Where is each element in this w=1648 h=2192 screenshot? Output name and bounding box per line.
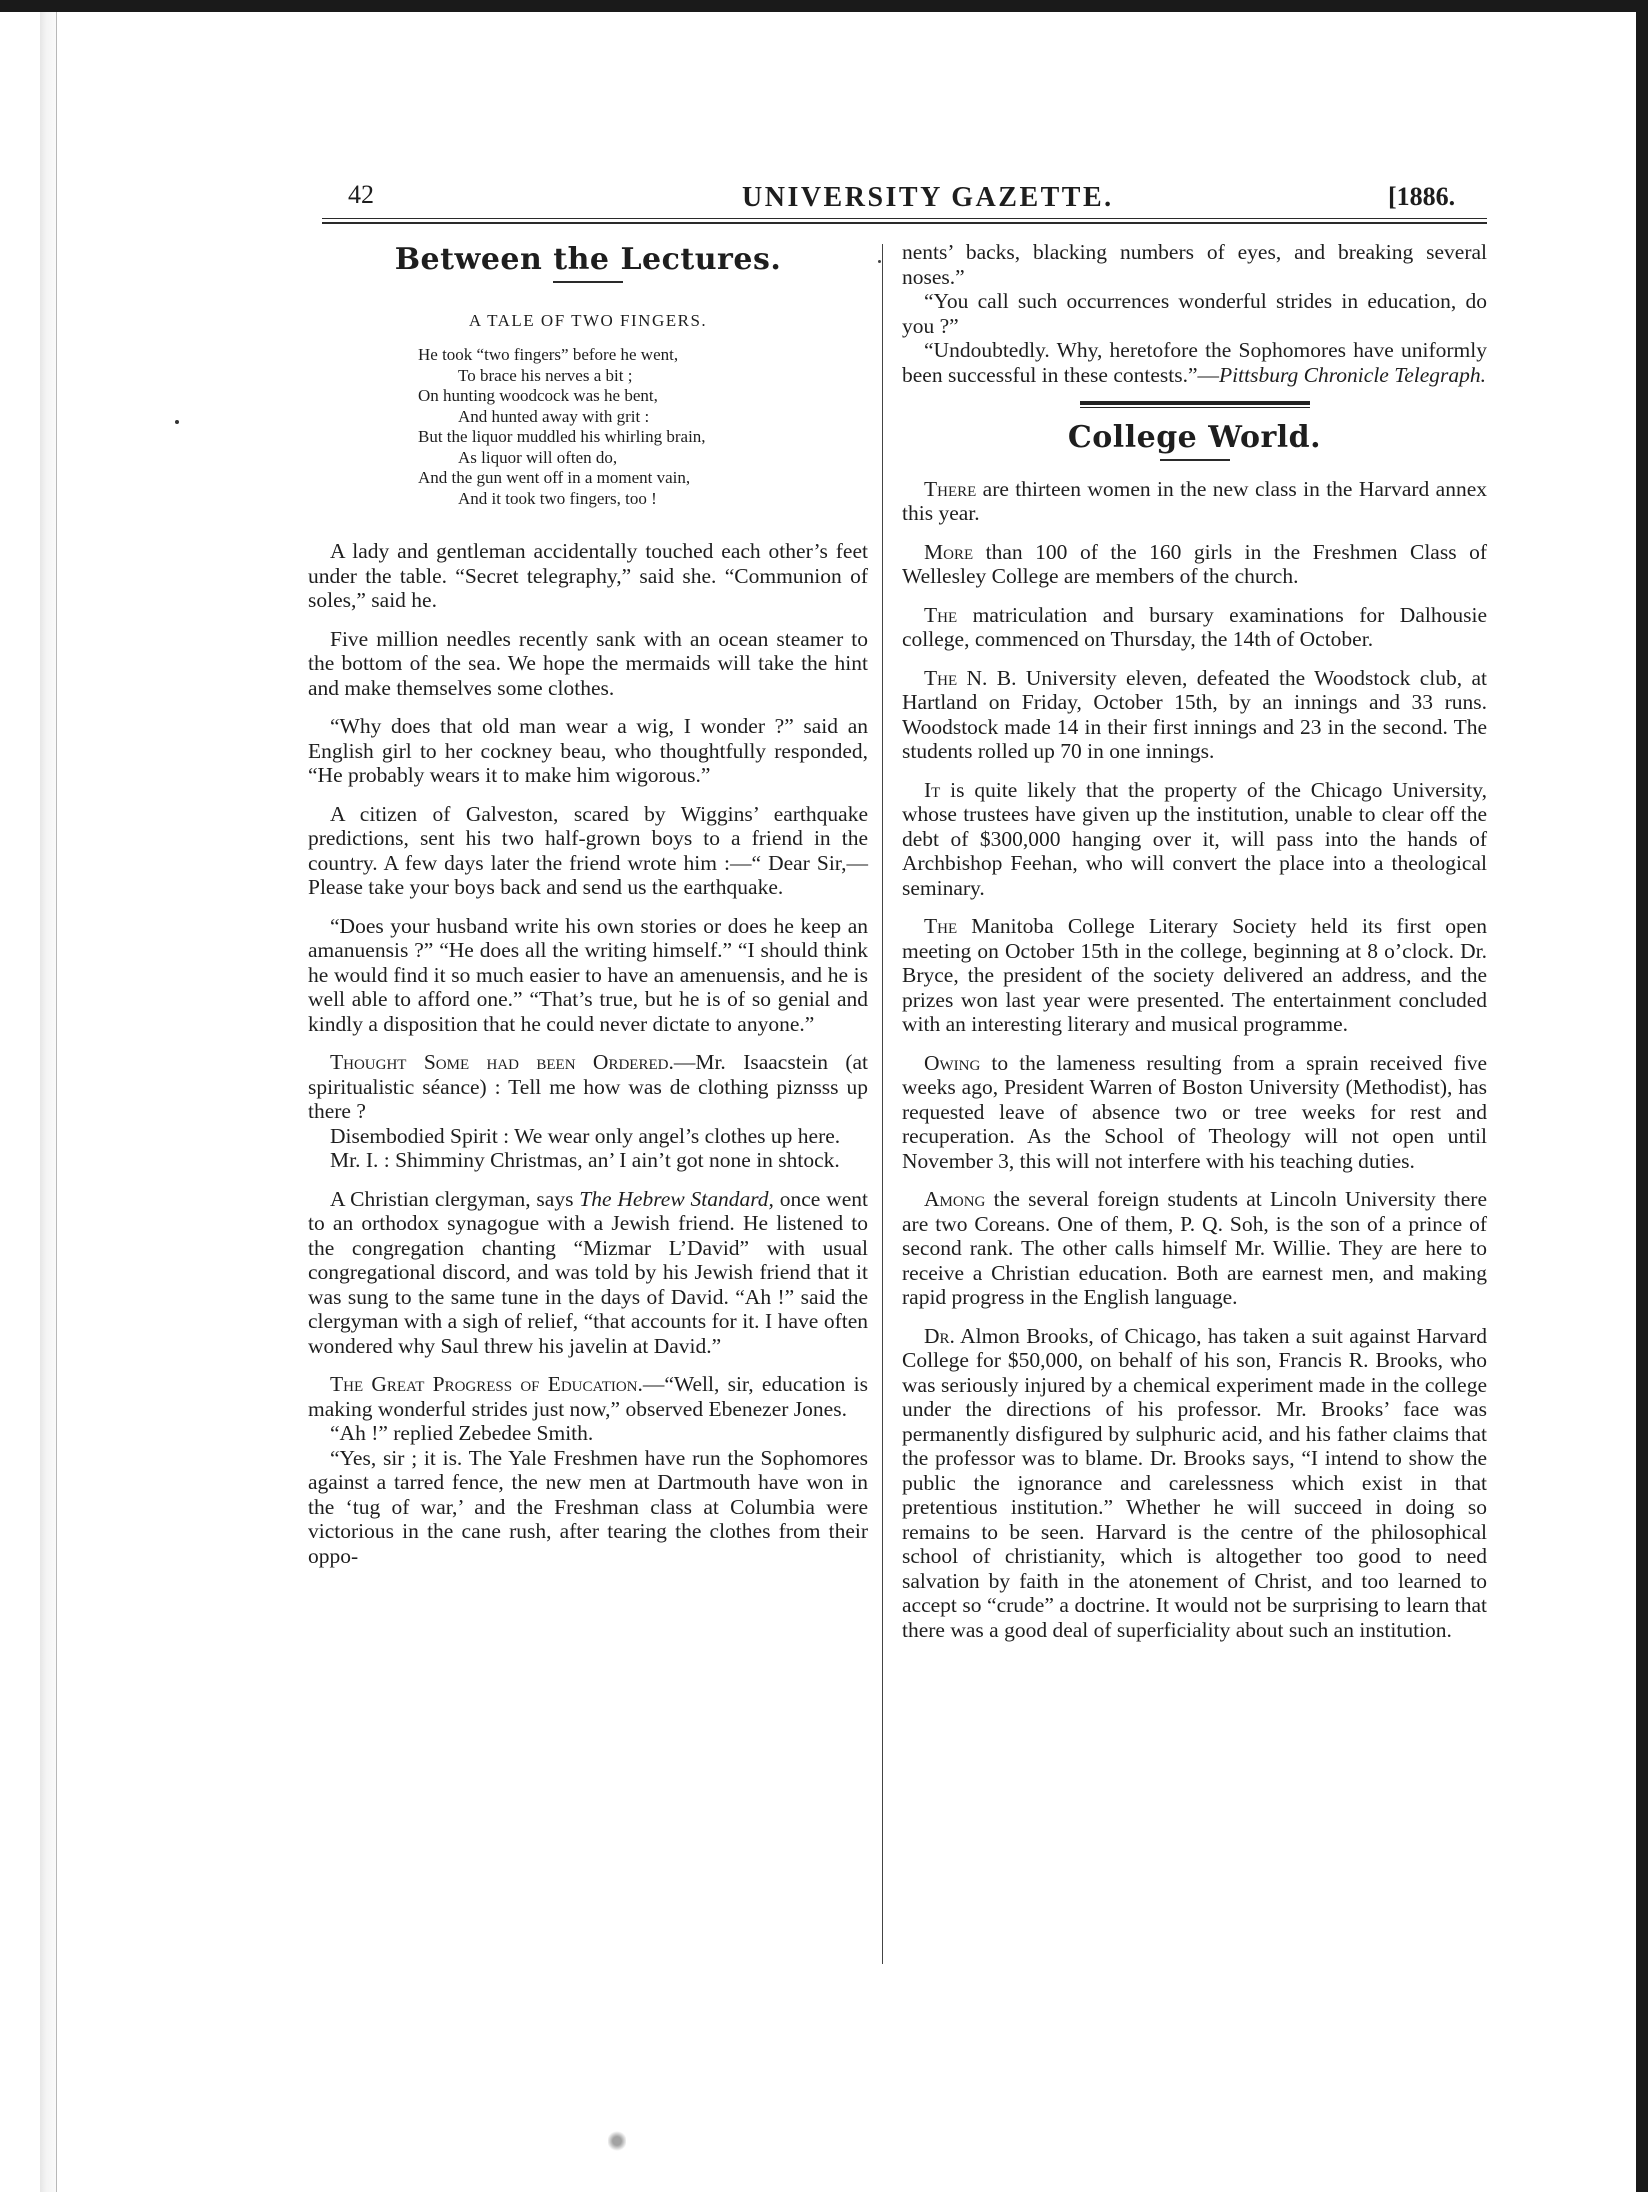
news-text: to the lameness resulting from a sprain received five weeks ago, President Warren of Boston University (Methodist), has requested leave of absence two or tree weeks for rest and recuperation. As the School of Theology will not open until November 3, this will not interfere with his teaching duties.: [902, 1050, 1487, 1173]
paragraph: “Does your husband write his own stories or does he keep an amanuensis ?” “He does all the writing himself.” “I should think he would find it so much easier to have an amenuensis, and he is well able to afford one.” “That’s true, but he is of so genial and kindly a disposition that he could never dictate to anyone.”: [308, 913, 868, 1036]
news-item: [902, 1324, 1487, 1643]
news-text: N. B. University eleven, defeated the Woodstock club, at Hartland on Friday, October 15th, by an innings and 33 runs. Woodstock made 14 in their first innings and 23 in the second. The students rolled up 70 in one innings.: [902, 665, 1487, 763]
section-rule: [1080, 401, 1310, 408]
paragraph: Mr. I. : Shimminy Christmas, an’ I ain’t got none in shtock.: [330, 1148, 840, 1172]
heading-rule: [1160, 459, 1230, 461]
paragraph-attribution: [902, 338, 1487, 387]
poem-line: He took “two fingers” before he went,: [418, 345, 679, 364]
lead-word: It: [924, 777, 941, 802]
lead-word: Owing: [924, 1050, 981, 1075]
poem-line: On hunting woodcock was he bent,: [418, 386, 658, 405]
poem-line: As liquor will often do,: [458, 447, 618, 467]
news-item: [902, 1187, 1487, 1310]
right-column: [902, 240, 1487, 1656]
paragraph-education: [308, 1372, 868, 1421]
lead-word: The: [924, 914, 958, 938]
news-item: [902, 778, 1487, 901]
lead-word: Among: [924, 1187, 986, 1211]
gazette-page: [300, 160, 1500, 1940]
news-item: [902, 914, 1487, 1037]
news-text: Almon Brooks, of Chicago, has taken a suit against Harvard College for $50,000, on behalf of his son, Francis R. Brooks, who was seriously injured by a chemical experiment made in the college under the directions of his professor. Mr. Brooks’ face was permanently disfigured by sulphuric acid, and his father claims that the professor was to blame. Dr. Brooks says, “I intend to show the public the ignorance and carelessness which exist in that pretentious institution.” Whether he will succeed in doing so remains to be seen. Harvard is the centre of the philosophical school of christianity, which is altogether too good to need salvation by faith in the atonement of Christ, and too learned to accept so “crude” a doctrine. It would not be surprising to learn that there was a good deal of superficiality about such an institution.: [902, 1323, 1487, 1642]
paragraph-text: “Undoubtedly. Why, heretofore the Sophomores have uniformly been successful in these contests.”—: [902, 338, 1487, 387]
news-item: [902, 666, 1487, 764]
source-title: The Hebrew Standard,: [579, 1186, 774, 1211]
paragraph-clergyman: [308, 1187, 868, 1359]
paragraph: nents’ backs, blacking numbers of eyes, and breaking several noses.”: [902, 240, 1487, 289]
news-text: are thirteen women in the new class in the Harvard annex this year.: [902, 476, 1487, 525]
news-item: [902, 603, 1487, 652]
paragraph: Five million needles recently sank with an ocean steamer to the bottom of the sea. We hope the mermaids will take the hint and make themselves some clothes.: [308, 626, 868, 700]
run-in-heading: The Great Progress of Education.: [330, 1372, 643, 1396]
news-text: the several foreign students at Lincoln University there are two Coreans. One of them, P. Q. Soh, is the son of a prince of second rank. The other calls himself Mr. Willie. They are here to receive a Christian education. Both are earnest men, and making rapid progress in the English language.: [902, 1187, 1487, 1309]
left-column: [308, 240, 868, 1568]
column-divider: [882, 244, 883, 1964]
poem-title: A TALE OF TWO FINGERS.: [468, 310, 708, 330]
page-number: 42: [348, 180, 374, 209]
lead-word: The: [924, 665, 958, 690]
news-text: matriculation and bursary examinations for Dalhousie college, commenced on Thursday, the 14th of October.: [902, 602, 1487, 651]
header-rule: [322, 218, 1487, 219]
print-smudge: [608, 2130, 626, 2152]
poem-line: And hunted away with grit :: [458, 406, 650, 426]
news-item: [902, 540, 1487, 589]
paragraph-text: —Mr. Isaacstein (at spiritualistic séance) : Tell me how was de clothing piznsss up there ?: [308, 1050, 869, 1123]
news-text: is quite likely that the property of the Chicago University, whose trustees have given up the institution, unable to clear off the debt of $300,000 hanging over it, will pass into the hands of Archbishop Feehan, who will convert the place into a theological seminary.: [902, 777, 1487, 900]
news-item: [902, 477, 1487, 526]
lead-word: The: [924, 602, 958, 627]
paragraph-text: —“Well, sir, education is making wonderful strides just now,” observed Ebenezer Jones.: [308, 1372, 868, 1421]
heading-rule: [553, 281, 623, 283]
news-item: [902, 1051, 1487, 1174]
print-speck: [175, 420, 179, 424]
lead-word: There: [924, 476, 977, 501]
news-text: Manitoba College Literary Society held its first open meeting on October 15th in the college, beginning at 8 o’clock. Dr. Bryce, the president of the society delivered an address, and the prizes won last year were presented. The entertainment concluded with an interesting literary and musical programme.: [902, 914, 1487, 1036]
scan-border-top: [0, 0, 1648, 12]
book-gutter-line: [56, 12, 57, 2192]
paragraph: “You call such occurrences wonderful strides in education, do you ?”: [902, 289, 1487, 338]
header-rule: [322, 222, 1487, 224]
paragraph: Disembodied Spirit : We wear only angel’s clothes up here.: [330, 1123, 841, 1148]
paragraph: A lady and gentleman accidentally touched each other’s feet under the table. “Secret telegraphy,” said she. “Communion of soles,” said he.: [308, 539, 868, 612]
paragraph-text: once went to an orthodox synagogue with a Jewish friend. He listened to the congregation chanting “Mizmar L’David” with usual congregational discord, and was told by his Jewish friend that it was sung to the same tune in the days of David. “Ah !” said the clergyman with a sigh of relief, “that accounts for it. I have often wondered why Saul threw his javelin at David.”: [308, 1186, 868, 1358]
lead-word: Dr.: [924, 1323, 955, 1348]
paragraph: “Yes, sir ; it is. The Yale Freshmen have run the Sophomores against a tarred fence, the new men at Dartmouth have won in the ‘tug of war,’ and the Freshman class at Columbia were victorious in the cane rush, after tearing the clothes from their oppo-: [308, 1445, 868, 1568]
source-title: Pittsburg Chronicle Telegraph.: [1219, 362, 1486, 387]
section-heading-college-world: College World.: [1067, 420, 1322, 455]
scan-border-right: [1636, 0, 1648, 2192]
paragraph: “Ah !” replied Zebedee Smith.: [330, 1421, 594, 1445]
poem-line: To brace his nerves a bit ;: [458, 365, 633, 385]
paragraph: A citizen of Galveston, scared by Wiggins’ earthquake predictions, sent his two half-grown boys to a friend in the country. A few days later the friend wrote him :—“ Dear Sir,—Please take your boys back and send us the earthquake.: [308, 801, 868, 899]
poem: [418, 345, 868, 509]
issue-year: [1886.: [1388, 182, 1456, 211]
lead-word: More: [924, 539, 974, 564]
poem-line: And it took two fingers, too !: [458, 488, 657, 508]
section-heading-between-lectures: Between the Lectures.: [394, 242, 782, 277]
book-gutter-shadow: [40, 12, 56, 2192]
paragraph: “Why does that old man wear a wig, I wonder ?” said an English girl to her cockney beau, who thoughtfully responded, “He probably wears it to make him wigorous.”: [308, 714, 868, 787]
running-title: UNIVERSITY GAZETTE.: [742, 182, 1114, 213]
paragraph-spirit: [308, 1050, 868, 1124]
paragraph-text: A Christian clergyman, says: [330, 1186, 580, 1211]
poem-line: But the liquor muddled his whirling brain,: [418, 427, 706, 446]
run-in-heading: Thought Some had been Ordered.: [330, 1050, 674, 1074]
news-text: than 100 of the 160 girls in the Freshmen Class of Wellesley College are members of the church.: [902, 539, 1487, 588]
poem-line: And the gun went off in a moment vain,: [418, 468, 691, 487]
